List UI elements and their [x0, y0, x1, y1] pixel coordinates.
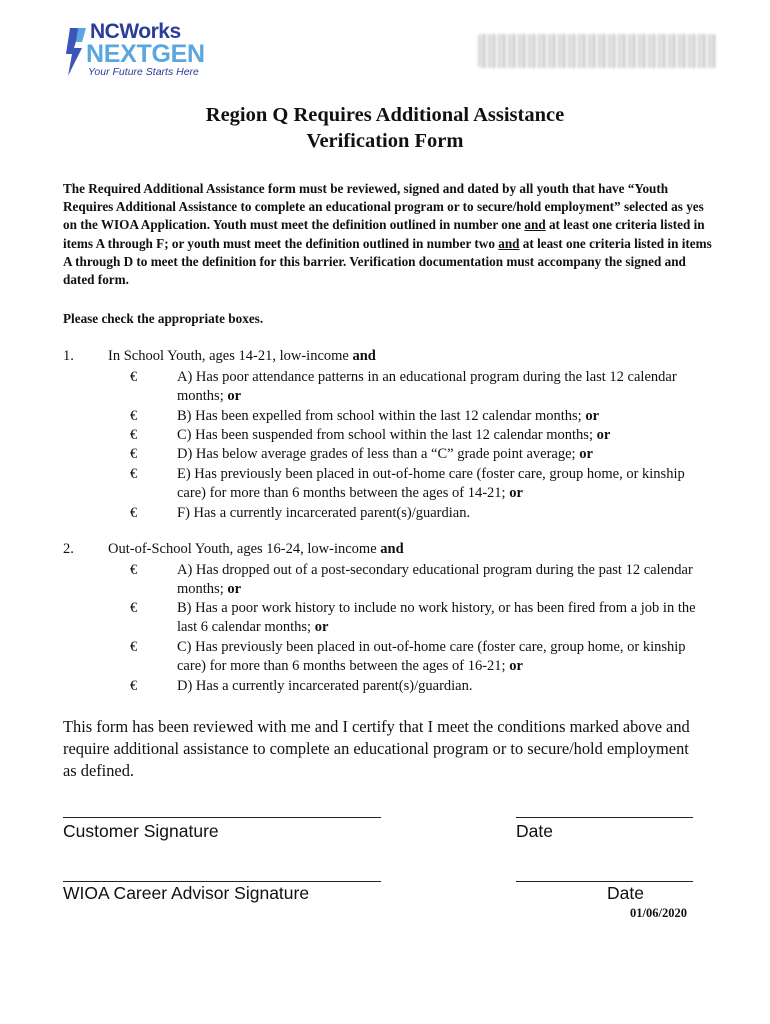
logo-bolt-icon [64, 24, 88, 78]
checkbox[interactable]: € [130, 427, 138, 443]
blurred-stamp [478, 34, 716, 68]
customer-date-line[interactable] [516, 817, 693, 818]
item-text-main: C) Has been suspended from school within the last 12 calendar months; [177, 427, 597, 443]
item-or: or [585, 408, 600, 424]
logo-tagline: Your Future Starts Here [88, 66, 199, 78]
item-text [177, 638, 707, 677]
logo-top-text: NCWorks [90, 20, 181, 43]
checkbox[interactable]: € [130, 600, 138, 616]
section-1-item-e [130, 465, 710, 505]
intro-and2: and [498, 235, 520, 251]
section-1-item-b [130, 407, 710, 427]
customer-signature-line[interactable] [63, 817, 381, 818]
customer-signature-label: Customer Signature [63, 821, 219, 841]
checkbox[interactable]: € [130, 466, 138, 482]
item-text-main: A) Has poor attendance patterns in an educational program during the last 12 calendar months; [177, 369, 677, 405]
checkbox[interactable]: € [130, 639, 138, 655]
intro-part2: at least one criteria listed in items A through F; or youth must meet the definition outlined in number two [63, 217, 705, 251]
item-text-main: C) Has previously been placed in out-of-home care (foster care, group home, or kinship care) for more than 6 months between the ages of 16-21; [177, 639, 686, 675]
item-or: or [509, 658, 523, 675]
intro-part1: The Required Additional Assistance form must be reviewed, signed and dated by all youth that have “Youth Requires Additional Assistance to complete an educational program or to secure/hold employment” selected as yes on the WIOA Application. Youth must meet the definition outlined in number one [63, 181, 704, 233]
item-or: or [509, 485, 523, 502]
section-2-number: 2. [63, 541, 74, 557]
ncworks-nextgen-logo [64, 20, 214, 82]
item-text [177, 368, 707, 407]
section-2-heading-bold: and [380, 541, 404, 557]
item-text-main: B) Has a poor work history to include no work history, or has been fired from a job in the last 6 calendar months; [177, 600, 696, 636]
section-2-item-a [130, 561, 710, 601]
item-text-main: D) Has below average grades of less than a “C” grade point average; [177, 446, 580, 462]
item-text [177, 426, 707, 445]
section-2-heading [108, 541, 404, 558]
section-2-item-c [130, 638, 710, 678]
section-1-heading [108, 348, 376, 365]
advisor-date-label: Date [607, 883, 644, 903]
section-1-item-a [130, 368, 710, 408]
section-1-item-c [130, 426, 710, 446]
item-text-main: E) Has previously been placed in out-of-home care (foster care, group home, or kinship care) for more than 6 months between the ages of 14-21; [177, 466, 685, 502]
check-instruction: Please check the appropriate boxes. [63, 311, 264, 326]
item-text [177, 599, 707, 638]
advisor-signature-label: WIOA Career Advisor Signature [63, 883, 310, 903]
item-or: or [227, 581, 242, 598]
customer-date-label: Date [516, 821, 553, 841]
section-2-item-b [130, 599, 710, 639]
section-1-heading-text: In School Youth, ages 14-21, low-income [108, 348, 353, 364]
item-text [177, 561, 707, 600]
item-text-main: B) Has been expelled from school within the last 12 calendar months; [177, 408, 586, 424]
checkbox[interactable]: € [130, 678, 138, 694]
advisor-signature-line[interactable] [63, 881, 381, 882]
item-text-main: D) Has a currently incarcerated parent(s)/guardian. [177, 678, 473, 694]
item-text-main: A) Has dropped out of a post-secondary educational program during the past 12 calendar months; [177, 562, 693, 598]
checkbox[interactable]: € [130, 446, 138, 462]
intro-and1: and [524, 217, 546, 233]
advisor-date-line[interactable] [516, 881, 693, 882]
item-or: or [596, 427, 611, 443]
item-or: or [227, 388, 242, 405]
form-revision-date: 01/06/2020 [630, 906, 687, 920]
item-text-main: F) Has a currently incarcerated parent(s)/guardian. [177, 505, 471, 521]
intro-part3: at least one criteria listed in items A through D to meet the definition for this barrier. Verification documentation must accompany the signed and dated form. [63, 235, 712, 288]
section-1-number: 1. [63, 348, 74, 364]
logo-mid-text: NEXTGEN [86, 40, 205, 68]
item-or: or [314, 619, 329, 636]
section-2-heading-text: Out-of-School Youth, ages 16-24, low-income [108, 541, 381, 557]
item-text [177, 504, 707, 523]
certification-statement: This form has been reviewed with me and I certify that I meet the conditions marked above and require additional assistance to complete an educational program or to secure/hold employment as defined. [63, 717, 690, 780]
checkbox[interactable]: € [130, 505, 138, 521]
item-or: or [579, 446, 593, 462]
item-text [177, 445, 707, 464]
intro-paragraph [63, 180, 713, 289]
section-1-heading-bold: and [352, 348, 376, 364]
section-1-item-f [130, 504, 710, 524]
item-text [177, 465, 707, 504]
checkbox[interactable]: € [130, 408, 138, 424]
form-title-line2: Verification Form [306, 130, 464, 152]
section-2-item-d [130, 677, 710, 697]
item-text [177, 407, 707, 426]
form-title-line1: Region Q Requires Additional Assistance [205, 104, 565, 126]
checkbox[interactable]: € [130, 369, 138, 385]
item-text [177, 677, 707, 696]
section-1-item-d [130, 445, 710, 465]
checkbox[interactable]: € [130, 562, 138, 578]
